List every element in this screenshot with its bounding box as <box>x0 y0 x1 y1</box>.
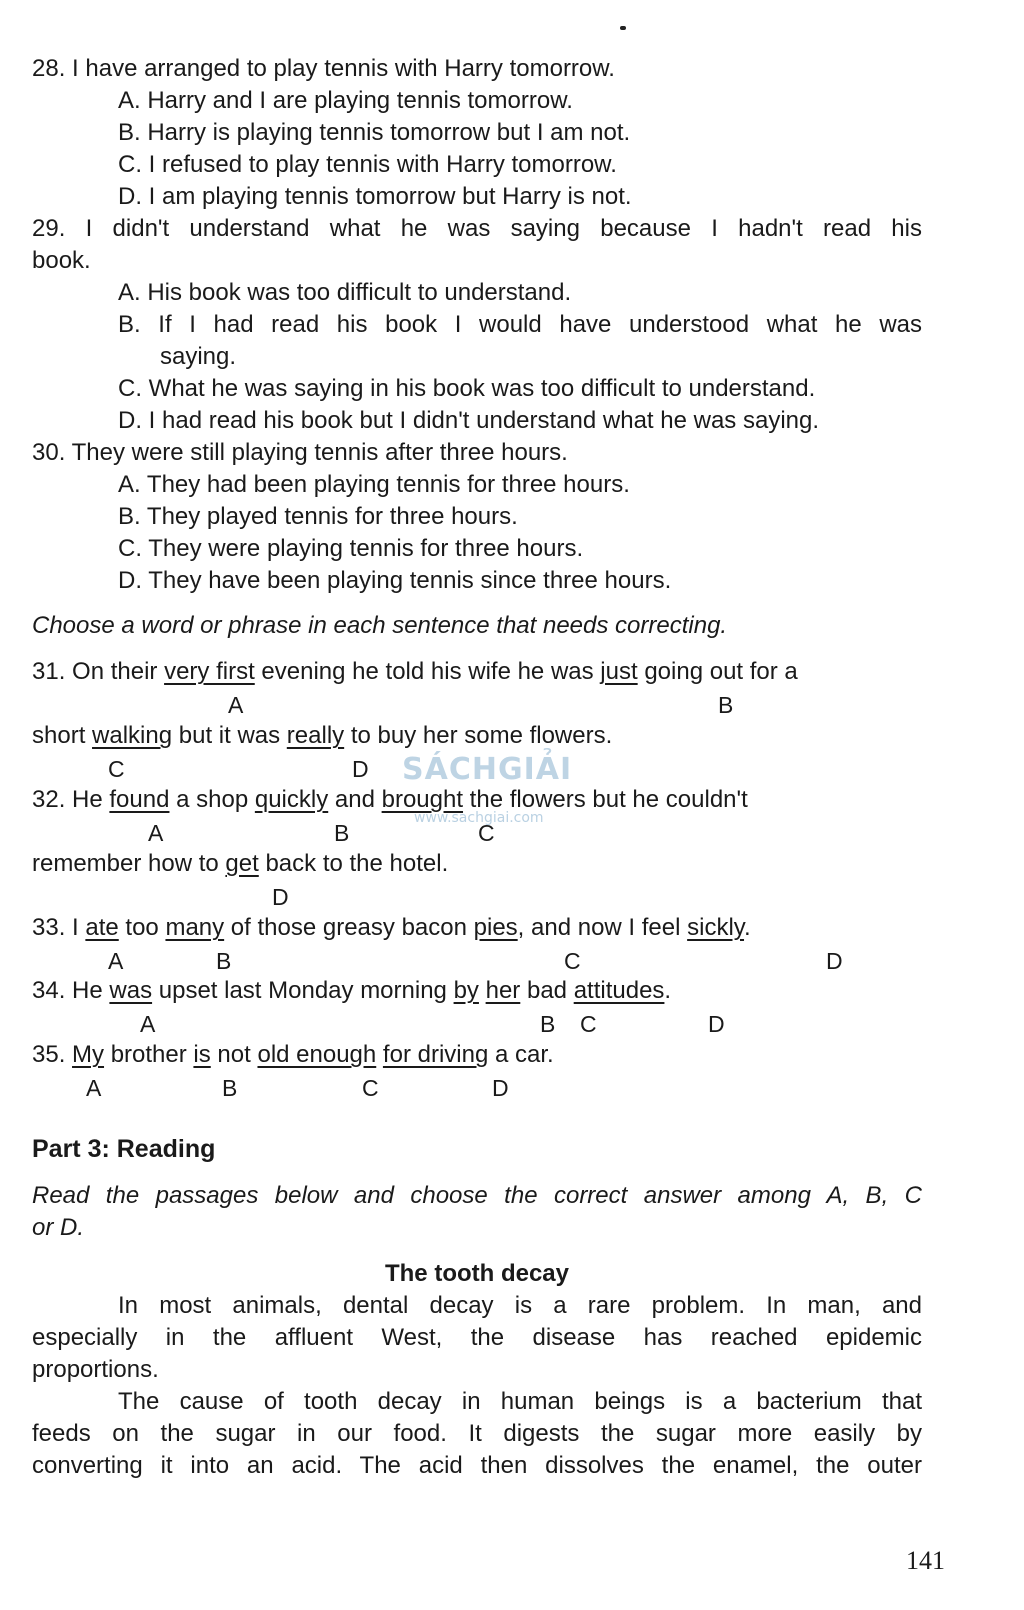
q28-option-c: C. I refused to play tennis with Harry tomorrow. <box>118 151 617 178</box>
q32-text: remember how to <box>32 850 226 877</box>
page-number: 141 <box>906 1546 945 1575</box>
q28-option-b: B. Harry is playing tennis tomorrow but I am not. <box>118 119 631 146</box>
q33-letter-d: D <box>826 948 843 974</box>
q31-underlined-a: very first <box>164 658 255 685</box>
q35-line <box>32 1040 554 1070</box>
q35-letter-a: A <box>86 1075 102 1101</box>
q32-underlined-d: get <box>225 850 259 877</box>
q34-text: 34. He <box>32 977 110 1004</box>
q31-letter-c: C <box>108 756 125 782</box>
q34-underlined-d: attitudes <box>573 977 665 1004</box>
q30-option-a: A. They had been playing tennis for three hours. <box>118 471 630 498</box>
q34-letter-b: B <box>540 1011 556 1037</box>
q35-text: a car. <box>488 1041 554 1068</box>
q32-text: back to the hotel. <box>258 850 449 877</box>
q34-text: bad <box>520 977 574 1004</box>
q33-text: . <box>744 914 751 941</box>
watermark-url: www.sachgiai.com <box>414 810 544 826</box>
q33-underlined-d: sickly <box>687 914 745 941</box>
q35-underlined-d: for driving <box>382 1041 489 1068</box>
q35-text: 35. <box>32 1041 73 1068</box>
q31-letter-a: A <box>228 692 244 718</box>
q34-underlined-b: by <box>453 977 479 1004</box>
q35-underlined-a: My <box>72 1041 105 1068</box>
q32-letter-c: C <box>478 820 495 846</box>
q34-letter-c: C <box>580 1011 597 1037</box>
watermark-logo: SÁCHGIẢI <box>402 752 573 787</box>
passage-title: The tooth decay <box>384 1260 570 1287</box>
q32-text: the flowers but he couldn't <box>463 786 748 813</box>
q28-option-d: D. I am playing tennis tomorrow but Harry is not. <box>118 183 632 210</box>
q33-letter-b: B <box>216 948 232 974</box>
q32-letter-d: D <box>272 884 289 910</box>
q32-letter-a: A <box>148 820 164 846</box>
q30-stem: 30. They were still playing tennis after three hours. <box>32 439 568 466</box>
passage-p2-line-1: The cause of tooth decay in human beings is a bacterium that <box>118 1388 922 1415</box>
q35-text <box>376 1041 383 1068</box>
q34-letter-d: D <box>708 1011 725 1037</box>
q35-underlined-c: old enough <box>257 1041 377 1068</box>
q35-text: brother <box>104 1041 194 1068</box>
q31-text: evening he told his wife he was <box>254 658 601 685</box>
q33-text: , and now I feel <box>517 914 688 941</box>
q35-text: not <box>210 1041 258 1068</box>
q31-line-1 <box>32 657 798 687</box>
stray-mark <box>620 26 626 30</box>
q34-underlined-a: was <box>109 977 153 1004</box>
q30-option-d: D. They have been playing tennis since three hours. <box>118 567 672 594</box>
passage-p2-line-3: converting it into an acid. The acid then dissolves the enamel, the outer <box>32 1452 922 1479</box>
q33-letter-a: A <box>108 948 124 974</box>
passage-p2-line-2: feeds on the sugar in our food. It digests the sugar more easily by <box>32 1420 922 1447</box>
q31-text: to buy her some flowers. <box>344 722 613 749</box>
q34-text <box>479 977 486 1004</box>
q31-underlined-d: really <box>286 722 345 749</box>
q32-line-1 <box>32 785 748 815</box>
q32-underlined-c: brought <box>381 786 464 813</box>
part3-instruction-line-1: Read the passages below and choose the correct answer among A, B, C <box>32 1182 922 1209</box>
q35-underlined-b: is <box>193 1041 211 1068</box>
q31-letter-d: D <box>352 756 369 782</box>
q33-underlined-c: pies <box>473 914 518 941</box>
q31-underlined-c: walking <box>92 722 173 749</box>
q30-option-c: C. They were playing tennis for three hours. <box>118 535 584 562</box>
q29-option-b: B. If I had read his book I would have understood what he was <box>118 311 922 338</box>
q31-underlined-b: just <box>600 658 638 685</box>
q29-option-a: A. His book was too difficult to understand. <box>118 279 572 306</box>
q34-underlined-c: her <box>485 977 521 1004</box>
q35-letter-b: B <box>222 1075 238 1101</box>
part3-instruction-line-2: or D. <box>32 1214 85 1241</box>
q33-text: too <box>118 914 166 941</box>
q29-option-d: D. I had read his book but I didn't understand what he was saying. <box>118 407 820 434</box>
part3-heading: Part 3: Reading <box>32 1135 216 1163</box>
q31-letter-b: B <box>718 692 734 718</box>
q32-line-2 <box>32 849 448 879</box>
q29-option-b-continued: saying. <box>160 343 237 370</box>
q34-text: . <box>664 977 672 1004</box>
q31-line-2 <box>32 721 612 751</box>
q34-letter-a: A <box>140 1011 156 1037</box>
passage-p1-line-1: In most animals, dental decay is a rare problem. In man, and <box>118 1292 922 1319</box>
q29-option-c: C. What he was saying in his book was too difficult to understand. <box>118 375 816 402</box>
q31-text: short <box>32 722 93 749</box>
q33-underlined-b: many <box>165 914 225 941</box>
q28-option-a: A. Harry and I are playing tennis tomorrow. <box>118 87 573 114</box>
q34-line <box>32 976 671 1006</box>
q29-stem-line-2: book. <box>32 247 91 274</box>
q35-letter-c: C <box>362 1075 379 1101</box>
q32-text: 32. He <box>32 786 110 813</box>
passage-p1-line-2: especially in the affluent West, the disease has reached epidemic <box>32 1324 922 1351</box>
q33-line <box>32 913 751 943</box>
q31-text: but it was <box>172 722 287 749</box>
q32-underlined-b: quickly <box>254 786 329 813</box>
passage-p1-line-3: proportions. <box>32 1356 159 1383</box>
q33-text: of those greasy bacon <box>224 914 474 941</box>
q33-text: 33. I <box>32 914 86 941</box>
q28-stem: 28. I have arranged to play tennis with Harry tomorrow. <box>32 55 615 82</box>
q32-text: a shop <box>169 786 255 813</box>
q30-option-b: B. They played tennis for three hours. <box>118 503 518 530</box>
correcting-instruction: Choose a word or phrase in each sentence that needs correcting. <box>32 612 728 639</box>
q29-stem-line-1: 29. I didn't understand what he was saying because I hadn't read his <box>32 215 922 242</box>
q32-text: and <box>328 786 382 813</box>
q33-underlined-a: ate <box>85 914 119 941</box>
q35-letter-d: D <box>492 1075 509 1101</box>
q32-letter-b: B <box>334 820 350 846</box>
q33-letter-c: C <box>564 948 581 974</box>
q34-text: upset last Monday morning <box>152 977 454 1004</box>
q32-underlined-a: found <box>109 786 170 813</box>
q31-text: 31. On their <box>32 658 165 685</box>
q31-text: going out for a <box>637 658 798 685</box>
